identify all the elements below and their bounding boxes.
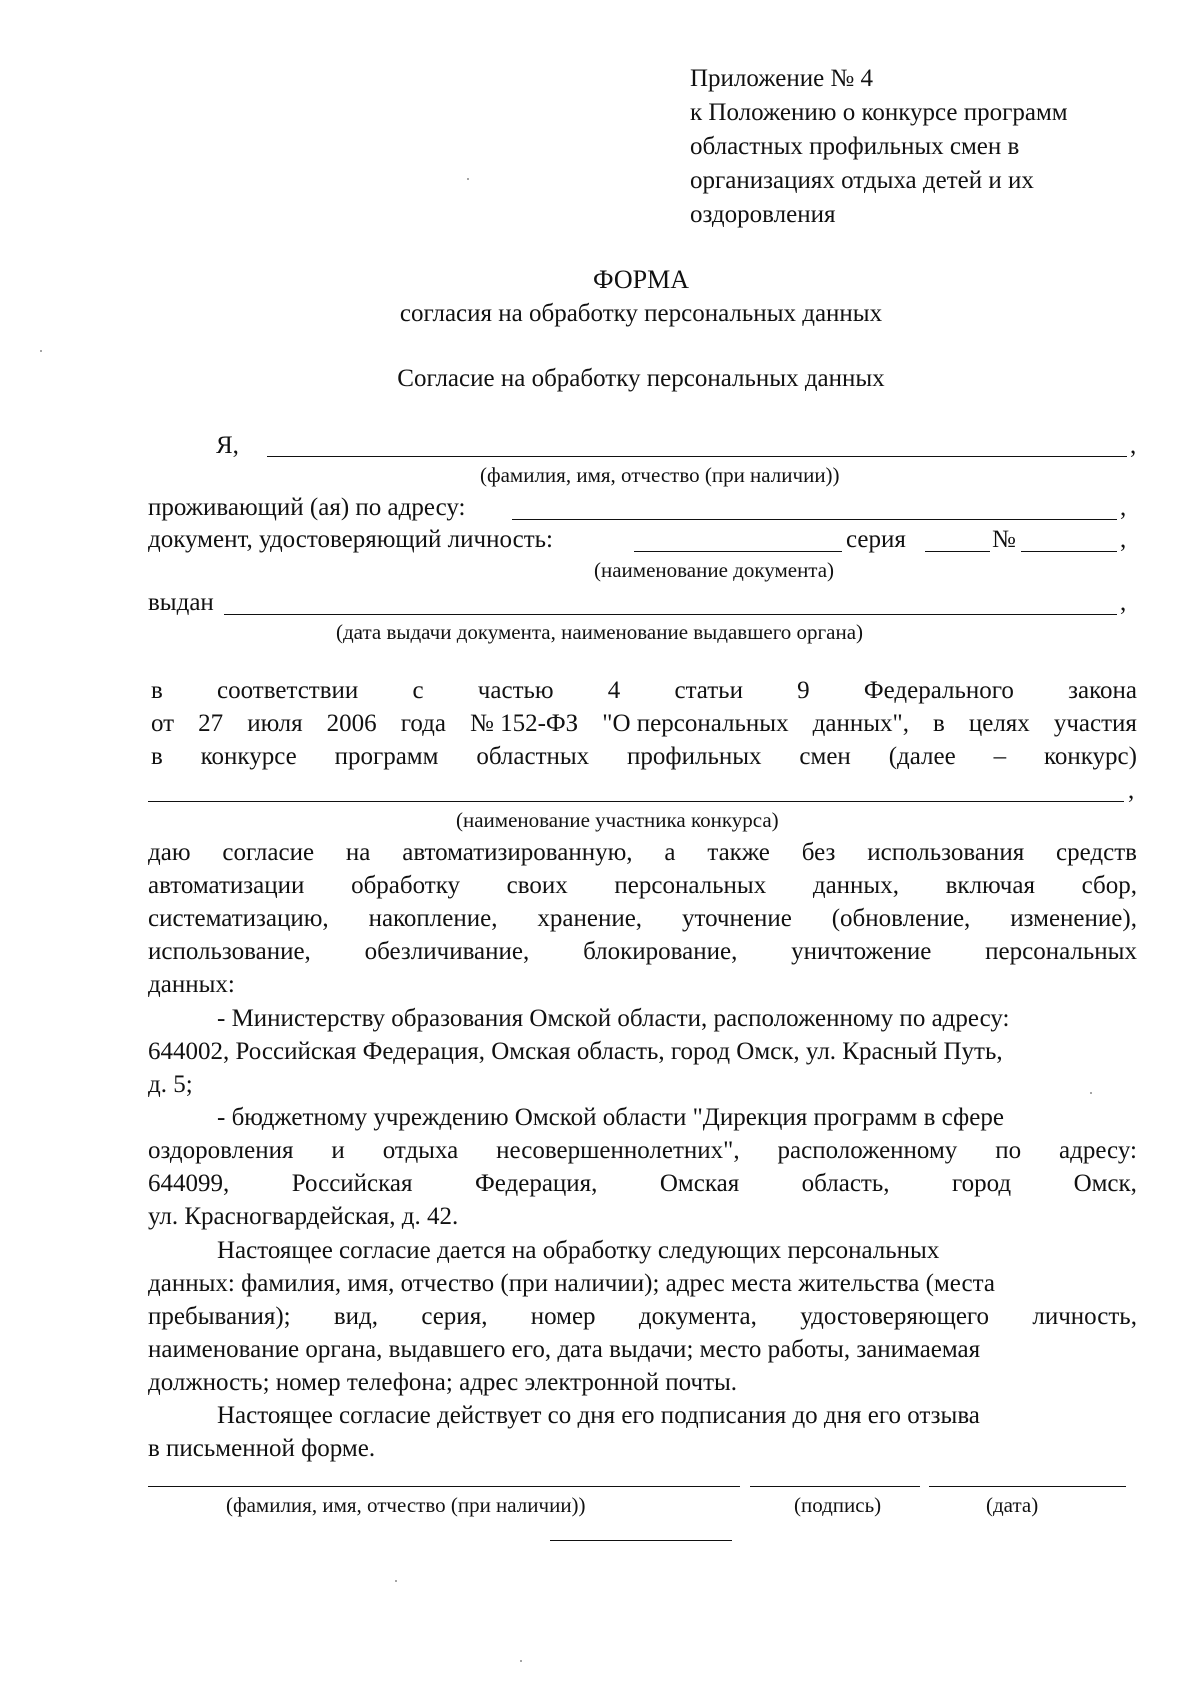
budget-line: - бюджетному учреждению Омской области "Дирекция программ в сфере	[217, 1104, 1004, 1131]
comma: ,	[1130, 432, 1137, 459]
word: "О персональных	[602, 710, 789, 737]
word: систематизацию,	[148, 905, 329, 932]
word: данных",	[812, 710, 909, 737]
word: персональных	[985, 938, 1137, 965]
word: Федерального	[863, 677, 1014, 704]
word: конкурсе	[200, 743, 297, 770]
word: 4	[607, 677, 621, 704]
word: согласие	[222, 839, 315, 866]
date-line[interactable]	[929, 1486, 1126, 1487]
validity-line: в письменной форме.	[148, 1435, 376, 1462]
word: уточнение	[681, 905, 792, 932]
word: блокирование,	[583, 938, 738, 965]
word: личность,	[1032, 1303, 1137, 1330]
scan-speck	[520, 1660, 522, 1662]
fio-field-line[interactable]	[267, 456, 1127, 457]
number-label: №	[992, 526, 1016, 553]
word: от	[151, 710, 175, 737]
word: соответствии	[217, 677, 359, 704]
comma: ,	[1120, 494, 1127, 521]
word: номер	[530, 1303, 596, 1330]
word: сбор,	[1081, 872, 1137, 899]
word: использования	[867, 839, 1025, 866]
word: использование,	[148, 938, 311, 965]
word: статьи	[674, 677, 743, 704]
ya-label: Я,	[216, 432, 239, 459]
budget-line	[148, 1169, 1137, 1199]
word: (далее	[888, 743, 956, 770]
word: 644099,	[148, 1170, 230, 1197]
scan-speck	[467, 178, 469, 180]
word: пребывания);	[148, 1303, 291, 1330]
data-line: должность; номер телефона; адрес электронной почты.	[148, 1369, 738, 1396]
address-field-line[interactable]	[512, 519, 1117, 520]
word: смен	[799, 743, 851, 770]
appendix-line: к Положению о конкурсе программ	[690, 99, 1068, 126]
word: 27	[198, 710, 224, 737]
form-subtitle: согласия на обработку персональных данных	[399, 300, 883, 327]
word: включая	[945, 872, 1035, 899]
issued-label: выдан	[148, 589, 214, 616]
document-field-line[interactable]	[634, 551, 842, 552]
ministry-line: д. 5;	[148, 1071, 193, 1098]
scan-speck	[40, 350, 42, 352]
word: областных	[476, 743, 590, 770]
body-line	[151, 676, 1137, 706]
appendix-line: оздоровления	[690, 201, 836, 228]
address-label: проживающий (ая) по адресу:	[148, 494, 466, 521]
word: обезличивание,	[364, 938, 530, 965]
consent-title: Согласие на обработку персональных данных	[397, 365, 885, 392]
word: (обновление,	[831, 905, 971, 932]
signature-line[interactable]	[750, 1486, 920, 1487]
word: года	[400, 710, 446, 737]
budget-line	[148, 1136, 1137, 1166]
form-title: ФОРМА	[593, 265, 689, 294]
word: отдыха	[382, 1137, 459, 1164]
word: в	[151, 677, 163, 704]
word: в	[933, 710, 945, 737]
issued-field-line[interactable]	[224, 614, 1117, 615]
body-line	[148, 871, 1137, 901]
word: профильных	[627, 743, 762, 770]
word: Федерация,	[474, 1170, 598, 1197]
word: на	[345, 839, 371, 866]
scan-speck	[395, 1580, 397, 1582]
word: Российская	[291, 1170, 413, 1197]
word: адресу:	[1059, 1137, 1137, 1164]
word: серия,	[421, 1303, 488, 1330]
word: –	[993, 743, 1007, 770]
data-line: наименование органа, выдавшего его, дата выдачи; место работы, занимаемая	[148, 1336, 981, 1363]
word: частью	[477, 677, 554, 704]
word: закона	[1068, 677, 1137, 704]
date-caption: (дата)	[986, 1493, 1039, 1517]
word: уничтожение	[791, 938, 932, 965]
word: область,	[801, 1170, 890, 1197]
word: удостоверяющего	[800, 1303, 990, 1330]
word: и	[331, 1137, 345, 1164]
word: изменение),	[1010, 905, 1137, 932]
word: средств	[1056, 839, 1137, 866]
document-label: документ, удостоверяющий личность:	[148, 526, 553, 553]
word: обработку	[351, 872, 460, 899]
ministry-line: - Министерству образования Омской области, расположенному по адресу:	[217, 1005, 1010, 1032]
signature-fio-line[interactable]	[148, 1486, 740, 1487]
word: автоматизации	[148, 872, 305, 899]
word: автоматизированную,	[402, 839, 633, 866]
participant-caption: (наименование участника конкурса)	[456, 808, 779, 832]
word: оздоровления	[148, 1137, 294, 1164]
word: в	[151, 743, 163, 770]
body-line	[151, 742, 1137, 772]
word: № 152-ФЗ	[470, 710, 579, 737]
word: конкурс)	[1043, 743, 1137, 770]
data-line: данных: фамилия, имя, отчество (при наличии); адрес места жительства (места	[148, 1270, 995, 1297]
word: несовершеннолетних",	[496, 1137, 740, 1164]
appendix-line: областных профильных смен в	[690, 133, 1020, 160]
data-line	[148, 1302, 1137, 1332]
validity-line: Настоящее согласие действует со дня его подписания до дня его отзыва	[217, 1402, 980, 1429]
body-line	[148, 937, 1137, 967]
word: также	[707, 839, 770, 866]
word: по	[995, 1137, 1022, 1164]
series-label: серия	[846, 526, 906, 553]
comma: ,	[1128, 777, 1135, 804]
body-line: данных:	[148, 971, 235, 998]
word: документа,	[638, 1303, 757, 1330]
signature-fio-caption: (фамилия, имя, отчество (при наличии))	[226, 1493, 586, 1517]
appendix-line: организациях отдыха детей и их	[690, 167, 1034, 194]
data-line: Настоящее согласие дается на обработку следующих персональных	[217, 1237, 940, 1264]
series-field-line[interactable]	[925, 551, 990, 552]
ministry-line: 644002, Российская Федерация, Омская область, город Омск, ул. Красный Путь,	[148, 1038, 1003, 1065]
word: целях	[968, 710, 1030, 737]
word: с	[412, 677, 424, 704]
comma: ,	[1120, 526, 1127, 553]
body-line	[148, 904, 1137, 934]
word: накопление,	[368, 905, 498, 932]
word: 9	[797, 677, 810, 704]
closing-rule	[550, 1540, 732, 1541]
appendix-number: Приложение № 4	[690, 65, 874, 92]
word: программ	[334, 743, 439, 770]
word: участия	[1053, 710, 1137, 737]
word: а	[664, 839, 676, 866]
word: своих	[506, 872, 568, 899]
body-line	[148, 838, 1137, 868]
document-caption: (наименование документа)	[594, 558, 835, 582]
word: город	[951, 1170, 1012, 1197]
number-field-line[interactable]	[1021, 551, 1117, 552]
word: даю	[148, 839, 191, 866]
issued-caption: (дата выдачи документа, наименование выдавшего органа)	[336, 620, 864, 644]
participant-field-line[interactable]	[148, 801, 1124, 802]
comma: ,	[1120, 589, 1127, 616]
word: хранение,	[537, 905, 643, 932]
fio-caption: (фамилия, имя, отчество (при наличии))	[480, 463, 840, 487]
budget-line: ул. Красногвардейская, д. 42.	[148, 1203, 459, 1230]
word: 2006	[326, 710, 377, 737]
word: вид,	[333, 1303, 379, 1330]
signature-caption: (подпись)	[794, 1493, 882, 1517]
word: персональных	[614, 872, 767, 899]
word: данных,	[812, 872, 899, 899]
word: Омск,	[1073, 1170, 1137, 1197]
word: июля	[247, 710, 303, 737]
word: расположенному	[777, 1137, 958, 1164]
word: Омская	[659, 1170, 740, 1197]
scan-speck	[1090, 1092, 1092, 1094]
word: без	[801, 839, 836, 866]
body-line	[151, 709, 1137, 739]
